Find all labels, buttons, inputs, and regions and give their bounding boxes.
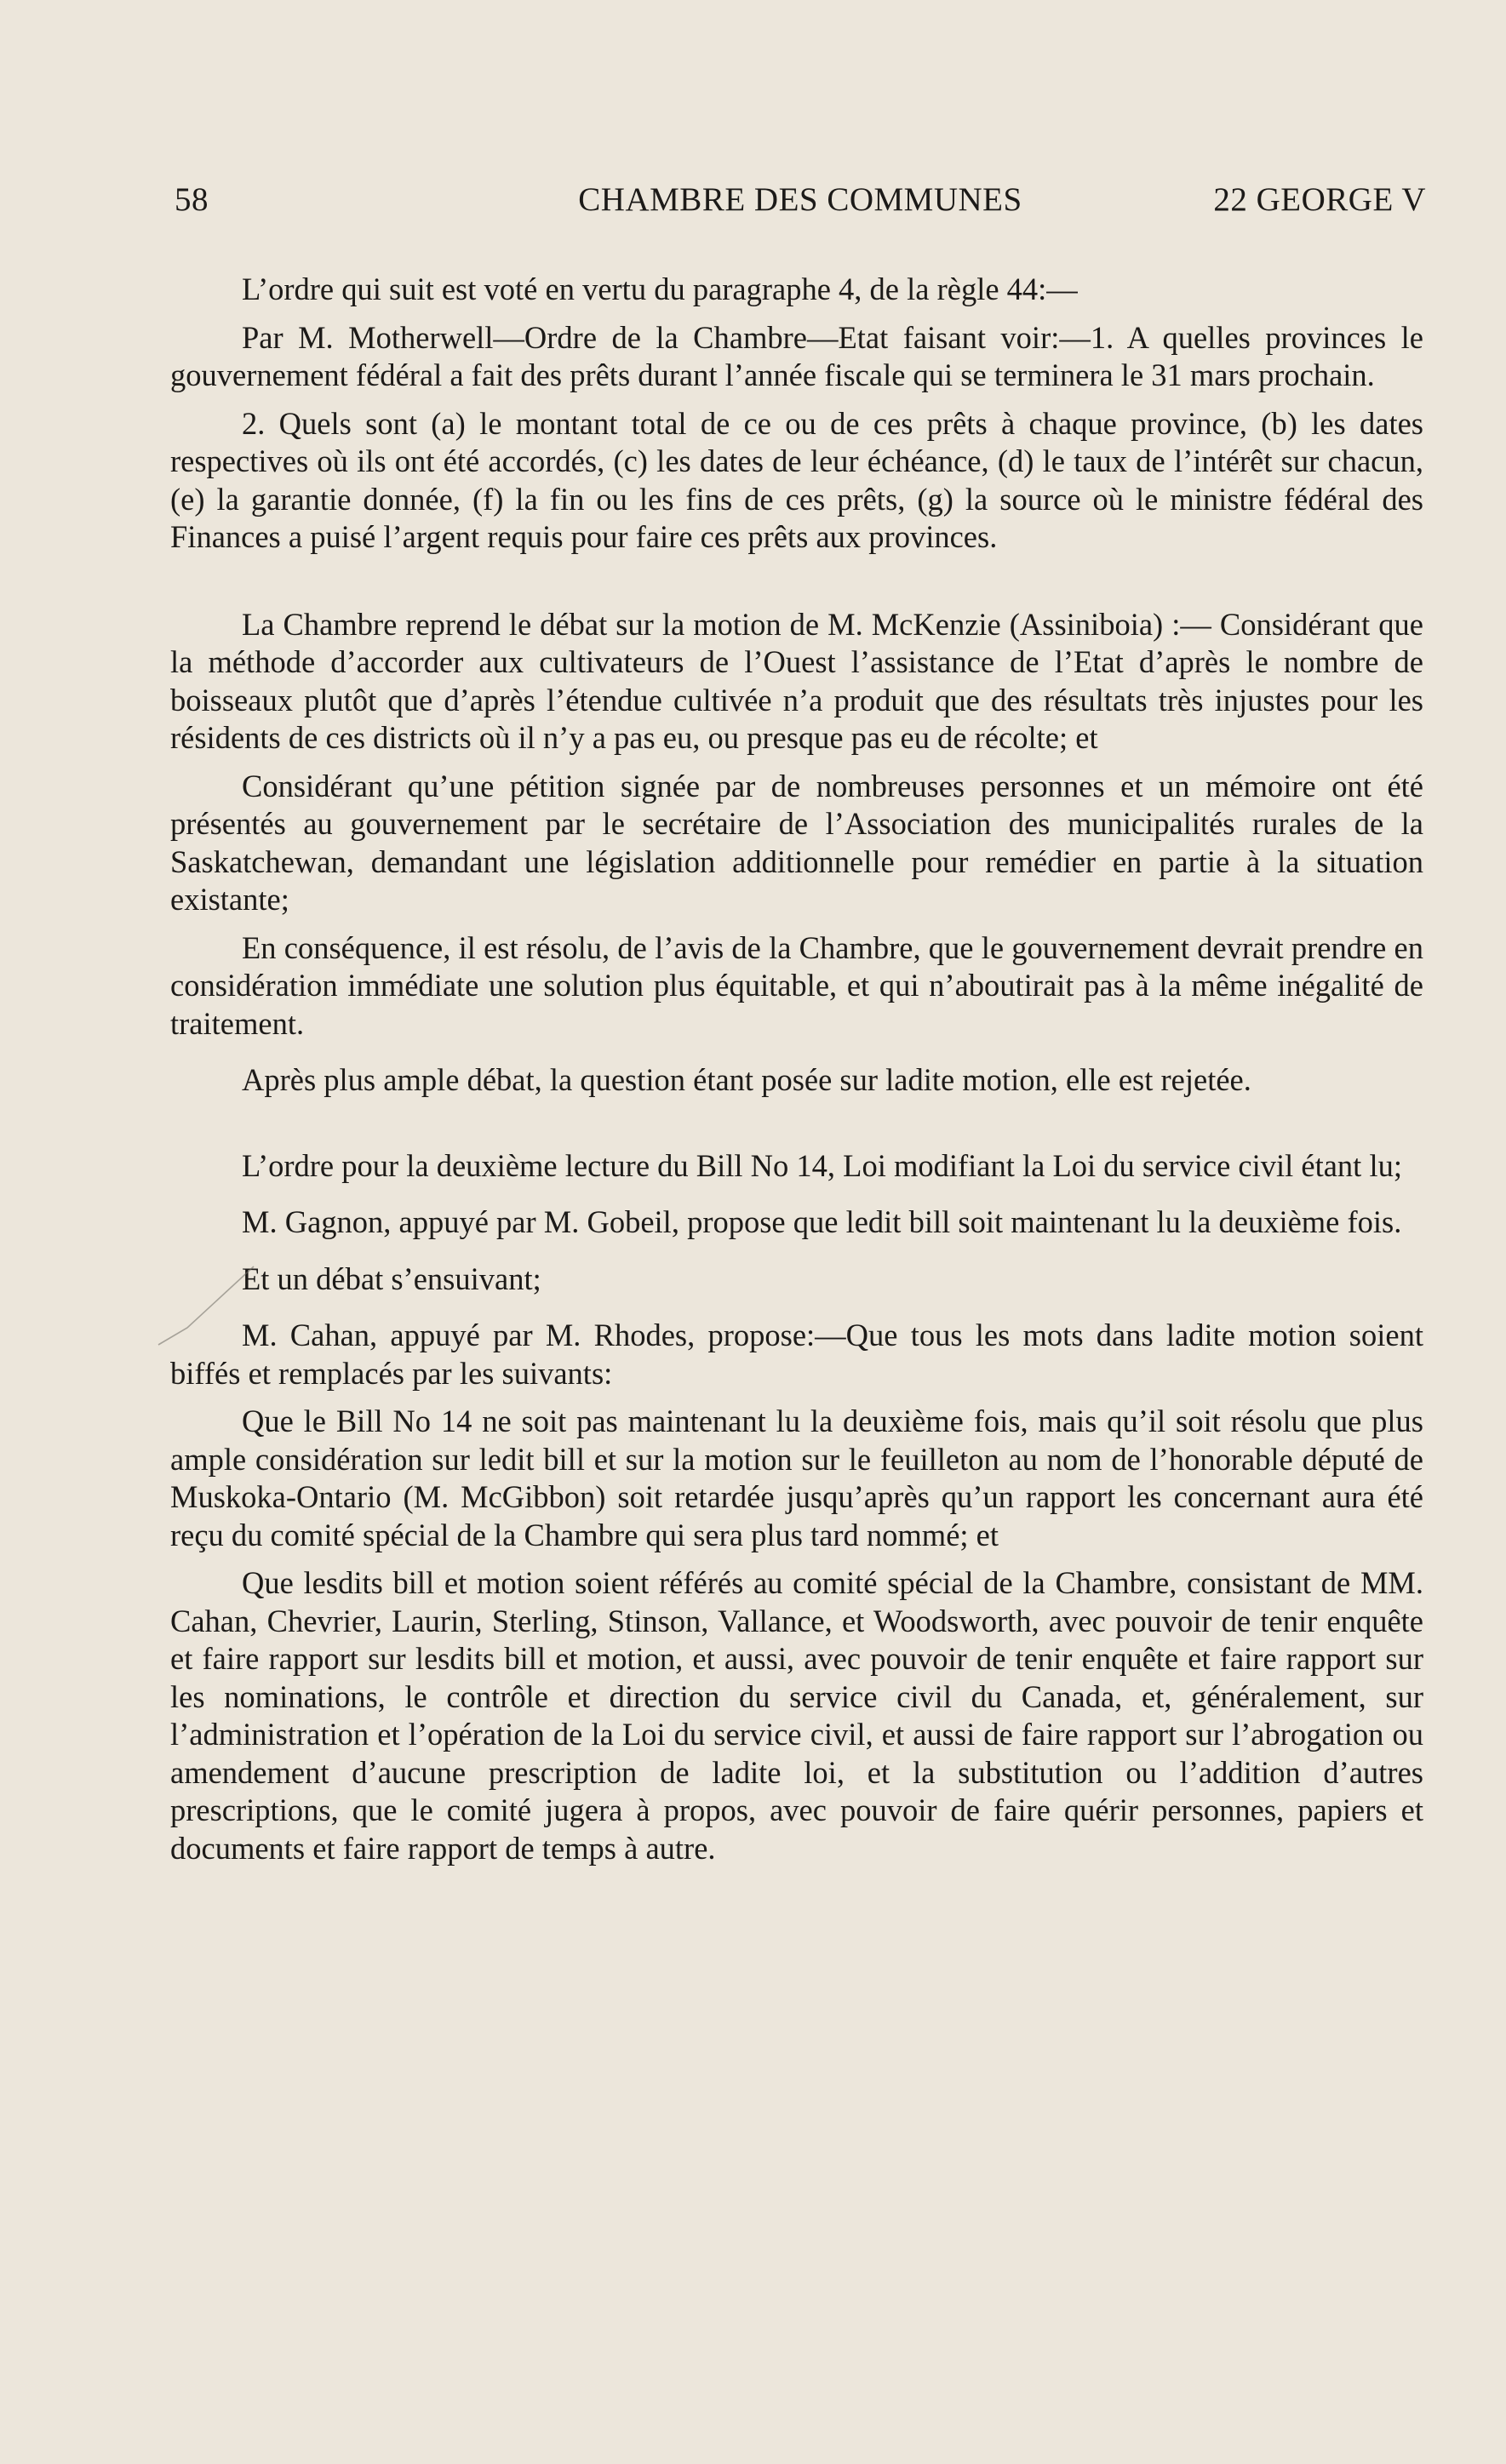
running-title: CHAMBRE DES COMMUNES bbox=[578, 181, 1022, 218]
paragraph: L’ordre pour la deuxième lecture du Bill No 14, Loi modifiant la Loi du service civil étant lu; bbox=[242, 1147, 1402, 1183]
paragraph: Par M. Motherwell—Ordre de la Chambre—Etat faisant voir:—1. A quelles provinces le gouvernement fédéral a fait des prêts durant l’année fiscale qui se terminera le 31 mars prochain. bbox=[170, 319, 1423, 392]
paragraph: En conséquence, il est résolu, de l’avis de la Chambre, que le gouvernement devrait prendre en considération immédiate une solution plus équitable, et qui n’aboutirait pas à la même inégalité de traitement. bbox=[170, 929, 1423, 1041]
paragraph: Et un débat s’ensuivant; bbox=[242, 1261, 541, 1296]
page-number: 58 bbox=[175, 181, 209, 218]
paragraph: Après plus ample débat, la question étant posée sur ladite motion, elle est rejetée. bbox=[242, 1062, 1251, 1097]
paragraph: La Chambre reprend le débat sur la motion de M. McKenzie (Assiniboia) :— Considérant que la méthode d’accorder aux cultivateurs de l’Ouest l’assistance de l’Etat d’après le nombre de boisseaux plutôt que d’après l’étendue cultivée n’a produit que des résultats très injustes pour les résidents de ces districts où il n’y a pas eu, ou presque pas eu de récolte; et bbox=[170, 606, 1423, 755]
paragraph: Que le Bill No 14 ne soit pas maintenant lu la deuxième fois, mais qu’il soit résolu que plus ample considération sur ledit bill et sur la motion sur le feuilleton au nom de l’honorable député de Muskoka-Ontario (M. McGibbon) soit retardée jusqu’après qu’un rapport les concernant aura été reçu du comité spécial de la Chambre qui sera plus tard nommé; et bbox=[170, 1404, 1423, 1552]
page-body bbox=[170, 271, 1423, 1867]
paragraph: Considérant qu’une pétition signée par de nombreuses personnes et un mémoire ont été présentés au gouvernement par le secrétaire de l’Association des municipalités rurales de la Saskatchewan, demandant une législation additionnelle pour remédier en partie à la situation existante; bbox=[170, 768, 1423, 917]
paragraph: M. Gagnon, appuyé par M. Gobeil, propose que ledit bill soit maintenant lu la deuxième fois. bbox=[242, 1204, 1402, 1239]
paragraph: L’ordre qui suit est voté en vertu du paragraphe 4, de la règle 44:— bbox=[242, 272, 1078, 306]
paragraph: Que lesdits bill et motion soient référés au comité spécial de la Chambre, consistant de MM. Cahan, Chevrier, Laurin, Sterling, Stinson, Vallance, et Woodsworth, avec pouvoir de tenir enquête et faire rapport sur lesdits bill et motion, et aussi, avec pouvoir de tenir enquête et faire rapport sur les nominations, le contrôle et direction du service civil du Canada, et, généralement, sur l’administration et l’opération de la Loi du service civil, et aussi de faire rapport sur l’abrogation ou amendement d’aucune prescription de ladite loi, et la substitution ou l’addition d’autres prescriptions, que le comité jugera à propos, avec pouvoir de faire quérir personnes, papiers et documents et faire rapport de temps à autre. bbox=[170, 1565, 1423, 1866]
page-header bbox=[175, 180, 1426, 223]
reign-label: 22 GEORGE V bbox=[1213, 181, 1426, 218]
paragraph: M. Cahan, appuyé par M. Rhodes, propose:—Que tous les mots dans ladite motion soient biffés et remplacés par les suivants: bbox=[170, 1318, 1423, 1391]
paragraph: 2. Quels sont (a) le montant total de ce ou de ces prêts à chaque province, (b) les dates respectives où ils ont été accordés, (c) les dates de leur échéance, (d) le taux de l’intérêt sur chacun, (e) la garantie donnée, (f) la fin ou les fins de ces prêts, (g) la source où le ministre fédéral des Finances a puisé l’argent requis pour faire ces prêts aux provinces. bbox=[170, 405, 1423, 554]
